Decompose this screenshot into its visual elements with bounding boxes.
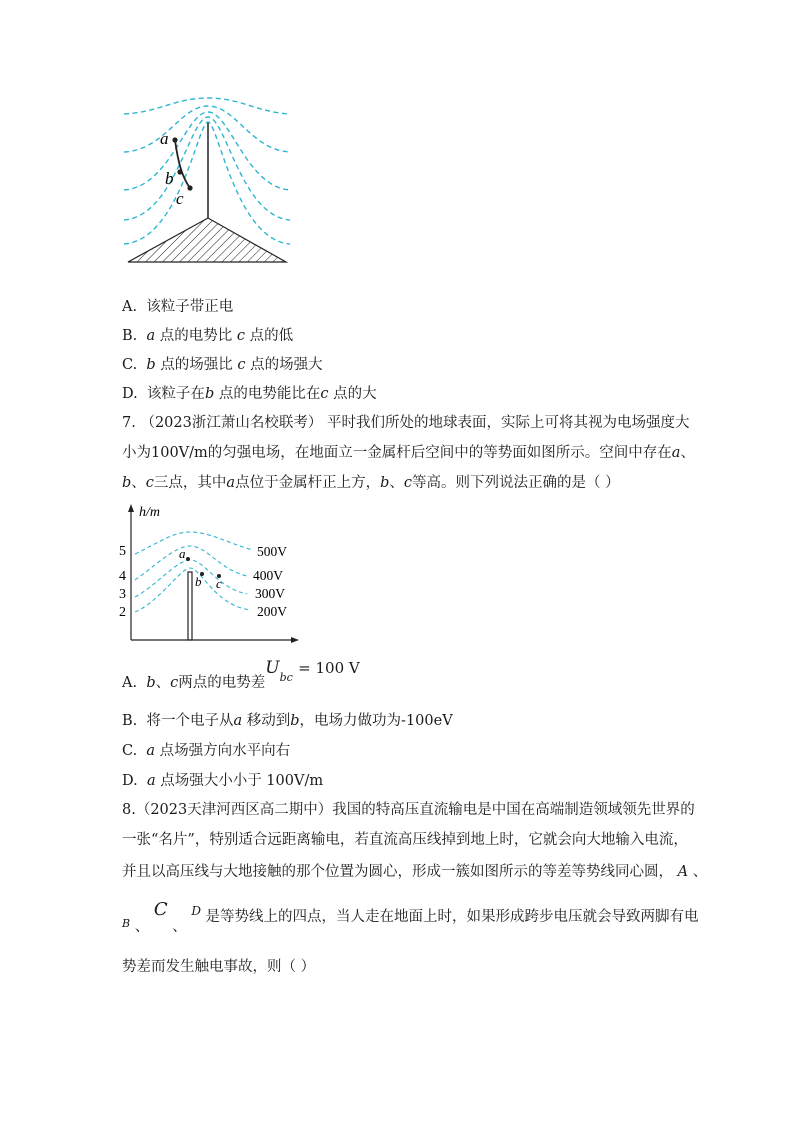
q6-option-c[interactable]: C. b 点的场强比 c 点的场强大 xyxy=(122,357,323,373)
q7-label-b: b xyxy=(195,574,202,589)
q7-stem-line1: 7. （2023浙江萧山名校联考） 平时我们所处的地球表面，实际上可将其视为电场强度大 xyxy=(122,415,690,431)
q6-option-a[interactable]: A. 该粒子带正电 xyxy=(122,299,234,315)
ubc-formula: $U_{bc} = 100$ V xyxy=(265,658,360,684)
q6-option-d[interactable]: D. 该粒子在b 点的电势能比在c 点的大 xyxy=(122,386,377,402)
label-a: a xyxy=(160,129,169,148)
q7-stem-line3: b、c三点，其中a点位于金属杆正上方，b、c等高。则下列说法正确的是（ ） xyxy=(122,475,620,491)
q7-option-b[interactable]: B. 将一个电子从a 移动到b，电场力做功为-100eV xyxy=(122,713,453,729)
ground-hatch xyxy=(128,218,286,262)
q7-label-a: a xyxy=(179,546,186,561)
point-a xyxy=(172,137,177,142)
tick-4: 4 xyxy=(119,569,126,584)
label-300v: 300V xyxy=(255,586,285,601)
q7-option-d[interactable]: D. a 点场强大小小于 100V/m xyxy=(122,773,324,789)
q8-line4: $_B$ 、 C 、 $^D$ 是等势线上的四点，当人走在地面上时，如果形成跨步电压就会导致两脚有电 xyxy=(122,899,699,935)
label-200v: 200V xyxy=(257,604,287,619)
q7-option-c[interactable]: C. a 点场强方向水平向右 xyxy=(122,743,291,759)
label-400v: 400V xyxy=(253,568,283,583)
q6-option-b[interactable]: B. a 点的电势比 c 点的低 xyxy=(122,328,294,344)
q8-line2: 一张“名片”，特别适合远距离输电，若直流高压线掉到地上时，它就会向大地输入电流， xyxy=(122,832,688,848)
label-500v: 500V xyxy=(257,544,287,559)
tick-3: 3 xyxy=(119,587,126,602)
q7-stem-line2: 小为100V/m的匀强电场，在地面立一金属杆后空间中的等势面如图所示。空间中存在a、 xyxy=(122,445,695,461)
q7-stem xyxy=(122,413,695,493)
q7-equipotential-figure xyxy=(115,500,305,650)
q7-option-a[interactable]: A. b、c两点的电势差$U_{bc} = 100$ V xyxy=(122,658,360,691)
q8-line1: 8.（2023天津河西区高二期中）我国的特高压直流输电是中国在高端制造领域领先世界的 xyxy=(122,802,695,818)
tick-5: 5 xyxy=(119,544,126,559)
q7-point-a xyxy=(186,557,190,561)
metal-rod xyxy=(188,572,192,640)
label-c: c xyxy=(176,189,184,208)
q6-field-figure xyxy=(120,92,292,270)
label-b: b xyxy=(165,169,174,188)
q8-line3: 并且以高压线与大地接触的那个位置为圆心，形成一簇如图所示的等差等势线同心圆， A 、 xyxy=(122,864,708,880)
y-axis-label: h/m xyxy=(139,505,160,520)
q7-label-c: c xyxy=(216,576,222,591)
q8-line5: 势差而发生触电事故，则（ ） xyxy=(122,959,316,975)
point-b xyxy=(177,169,182,174)
tick-2: 2 xyxy=(119,605,126,620)
point-c xyxy=(187,185,192,190)
